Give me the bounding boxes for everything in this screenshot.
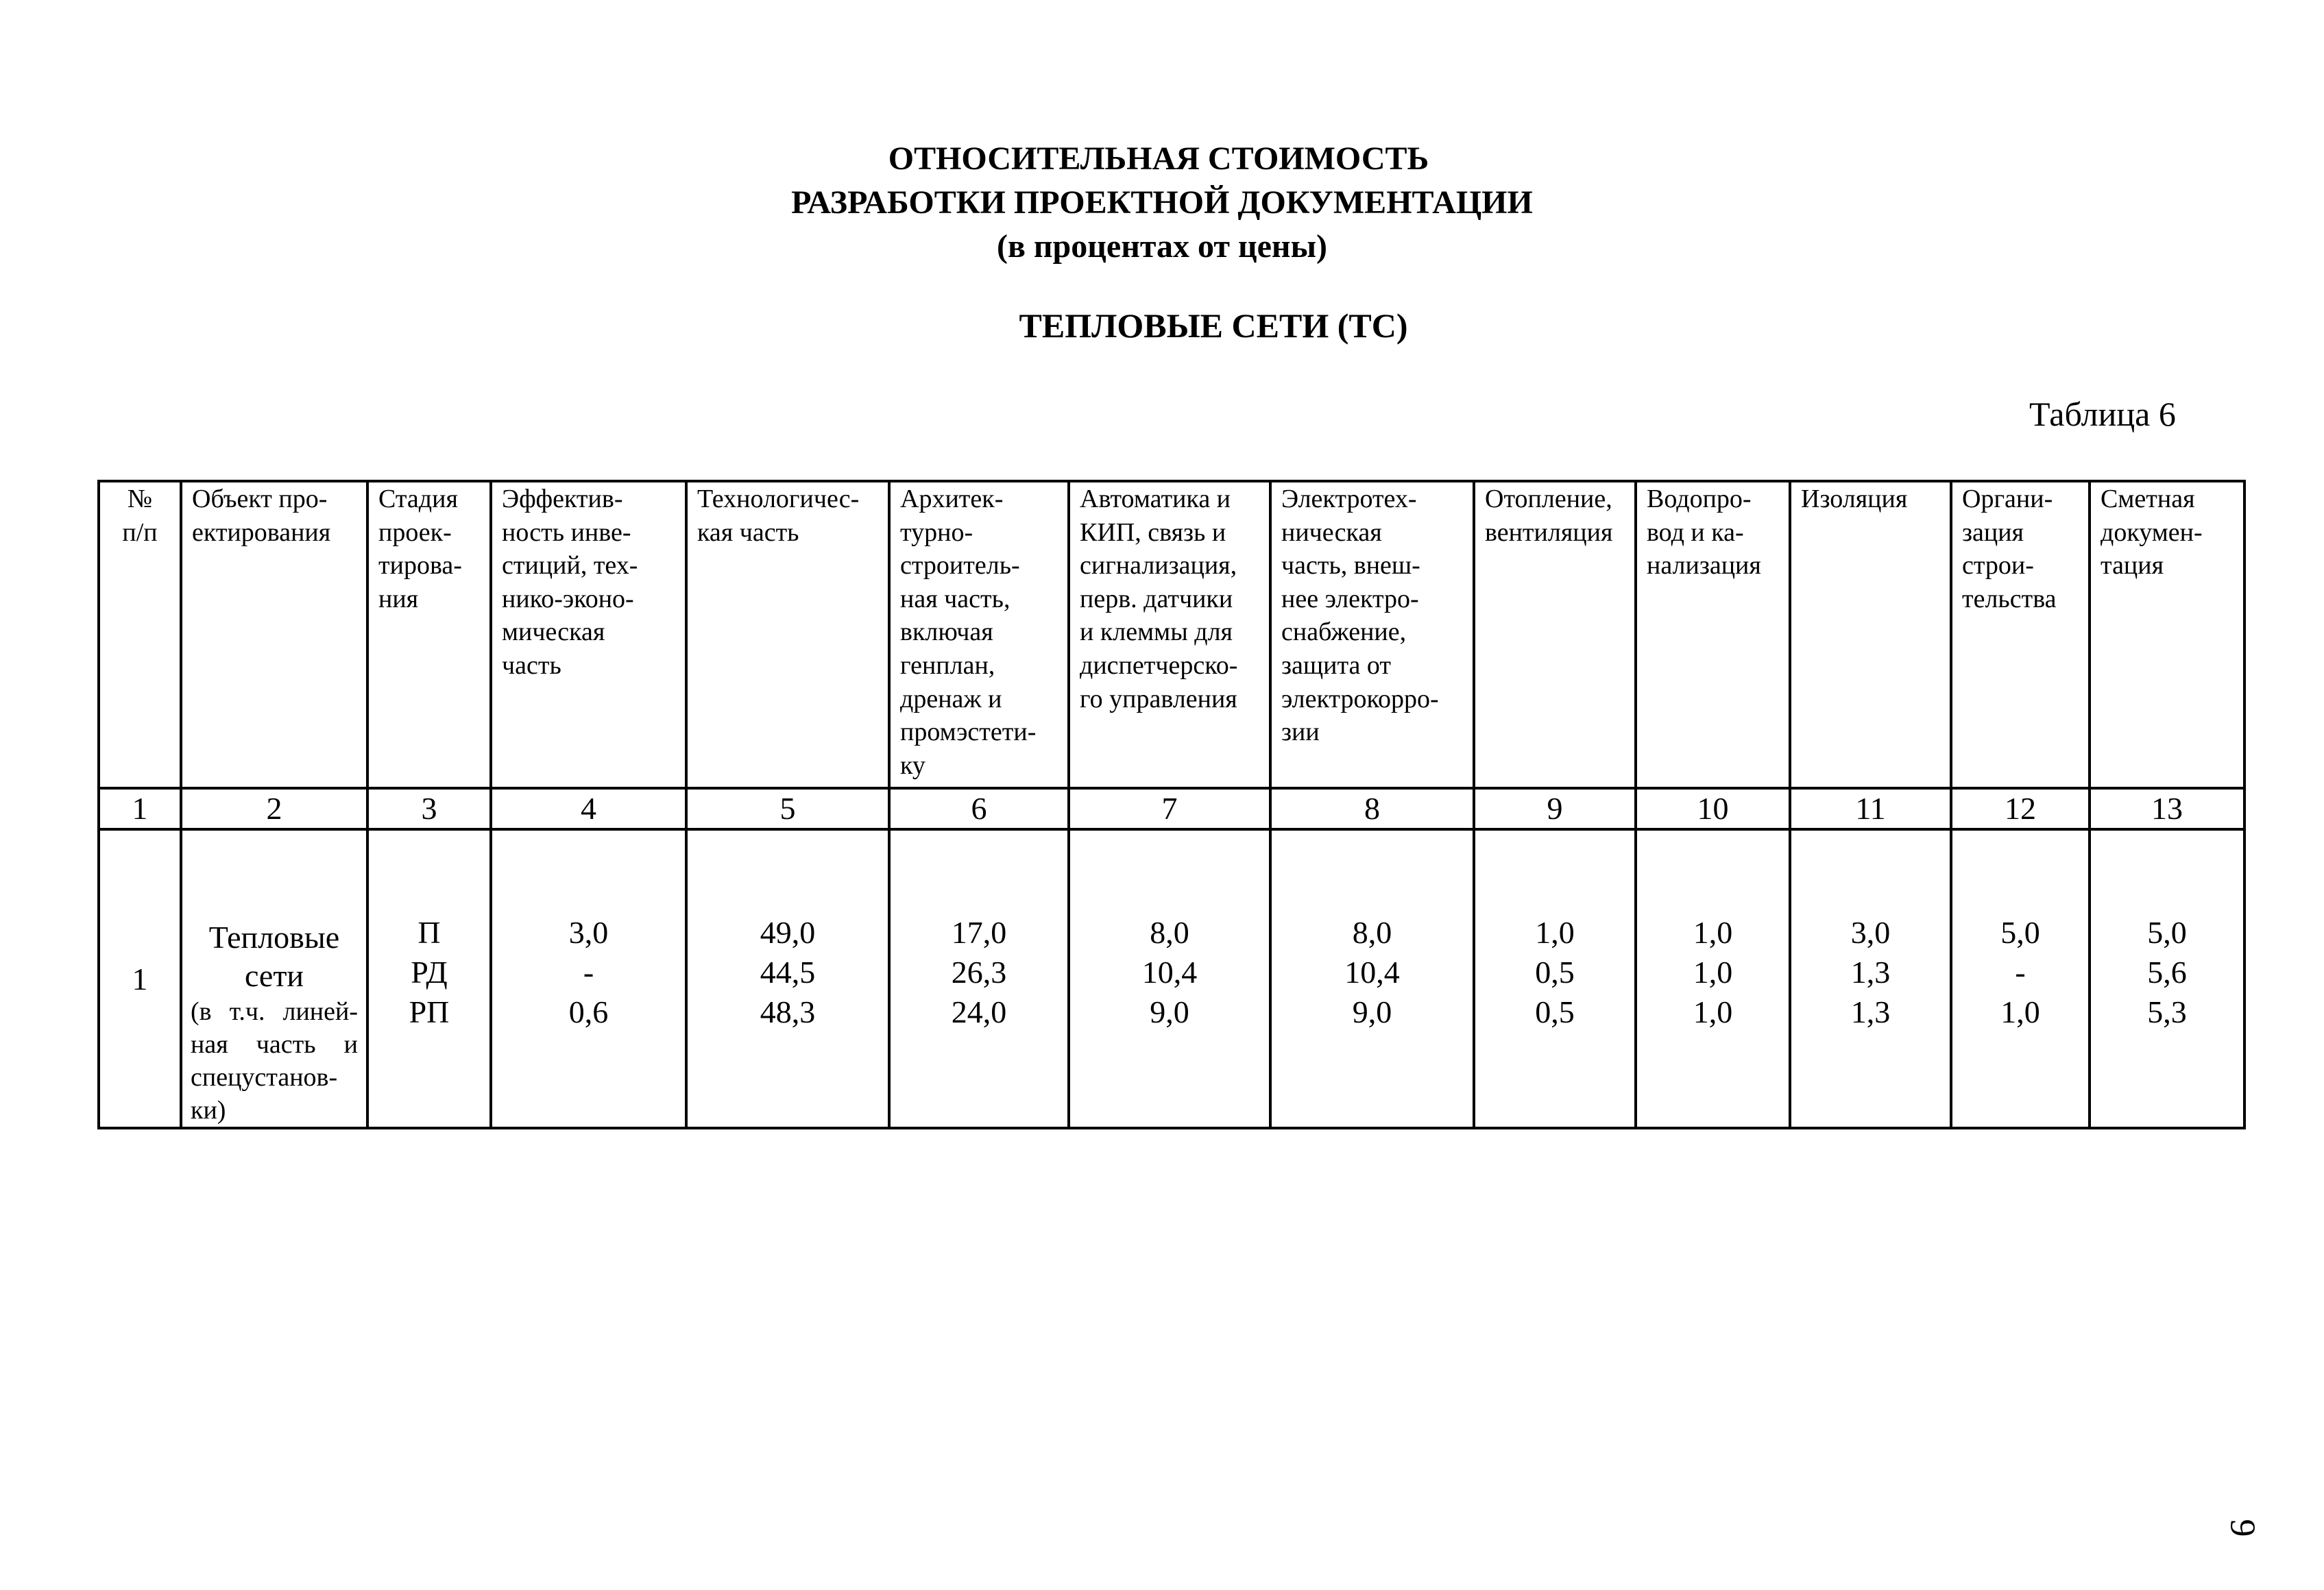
column-number: 4 <box>491 788 686 829</box>
table-label: Таблица 6 <box>2029 395 2176 433</box>
object-name: Тепловые сети <box>208 920 340 993</box>
document-title <box>0 137 2324 269</box>
table-row <box>99 829 2244 1128</box>
header-cell-5: Технологичес- кая часть <box>686 481 889 788</box>
column-number: 2 <box>181 788 367 829</box>
column-number: 11 <box>1790 788 1951 829</box>
value-cell: 17,0 26,3 24,0 <box>889 829 1069 1128</box>
value-cell: 1,0 1,0 1,0 <box>1636 829 1790 1128</box>
column-number-row <box>99 788 2244 829</box>
header-cell-3: Стадия проек- тирова- ния <box>367 481 491 788</box>
header-cell-4: Эффектив- ность инве- стиций, тех- нико-эконо- мическая часть <box>491 481 686 788</box>
header-cell-8: Электротех- ническая часть, внеш- нее электро- снабжение, защита от электрокорро- зии <box>1270 481 1474 788</box>
header-cell-13: Сметная докумен- тация <box>2090 481 2244 788</box>
column-number: 5 <box>686 788 889 829</box>
value-cell: 5,0 5,6 5,3 <box>2090 829 2244 1128</box>
column-number: 8 <box>1270 788 1474 829</box>
column-number: 6 <box>889 788 1069 829</box>
value-cell: 8,0 10,4 9,0 <box>1069 829 1270 1128</box>
header-cell-6: Архитек- турно- строитель- ная часть, включая генплан, дренаж и промэстети- ку <box>889 481 1069 788</box>
object-note: (в т.ч. линей-ная часть и спецустанов-ки) <box>191 997 358 1125</box>
object-cell <box>181 829 367 1128</box>
header-cell-10: Водопро- вод и ка- нализация <box>1636 481 1790 788</box>
column-number: 7 <box>1069 788 1270 829</box>
header-cell-11: Изоляция <box>1790 481 1951 788</box>
column-number: 10 <box>1636 788 1790 829</box>
value-cell: 49,0 44,5 48,3 <box>686 829 889 1128</box>
column-number: 12 <box>1951 788 2090 829</box>
column-number: 9 <box>1474 788 1636 829</box>
value-cell: 3,0 - 0,6 <box>491 829 686 1128</box>
header-cell-12: Органи- зация строи- тельства <box>1951 481 2090 788</box>
header-cell-1: № п/п <box>99 481 181 788</box>
value-cell: 5,0 - 1,0 <box>1951 829 2090 1128</box>
table-header-row <box>99 481 2244 788</box>
value-cell: 8,0 10,4 9,0 <box>1270 829 1474 1128</box>
value-cell: 3,0 1,3 1,3 <box>1790 829 1951 1128</box>
column-number: 3 <box>367 788 491 829</box>
page-number: 9 <box>2223 1519 2262 1537</box>
stage-values: П РД РП <box>409 915 450 1029</box>
header-cell-9: Отопление, вентиляция <box>1474 481 1636 788</box>
header-cell-7: Автоматика и КИП, связь и сигнализация, перв. датчики и клеммы для диспетчерско- го управления <box>1069 481 1270 788</box>
document-subtitle: ТЕПЛОВЫЕ СЕТИ (ТС) <box>1019 306 1408 345</box>
title-line-2: РАЗРАБОТКИ ПРОЕКТНОЙ ДОКУМЕНТАЦИИ <box>791 184 1533 221</box>
stage-cell <box>367 829 491 1128</box>
header-cell-2: Объект про- ектирования <box>181 481 367 788</box>
column-number: 13 <box>2090 788 2244 829</box>
column-number: 1 <box>99 788 181 829</box>
row-number: 1 <box>99 829 181 1128</box>
cost-table <box>97 480 2246 1129</box>
title-line-1: ОТНОСИТЕЛЬНАЯ СТОИМОСТЬ <box>888 140 1429 177</box>
title-line-3: (в процентах от цены) <box>996 228 1328 265</box>
value-cell: 1,0 0,5 0,5 <box>1474 829 1636 1128</box>
